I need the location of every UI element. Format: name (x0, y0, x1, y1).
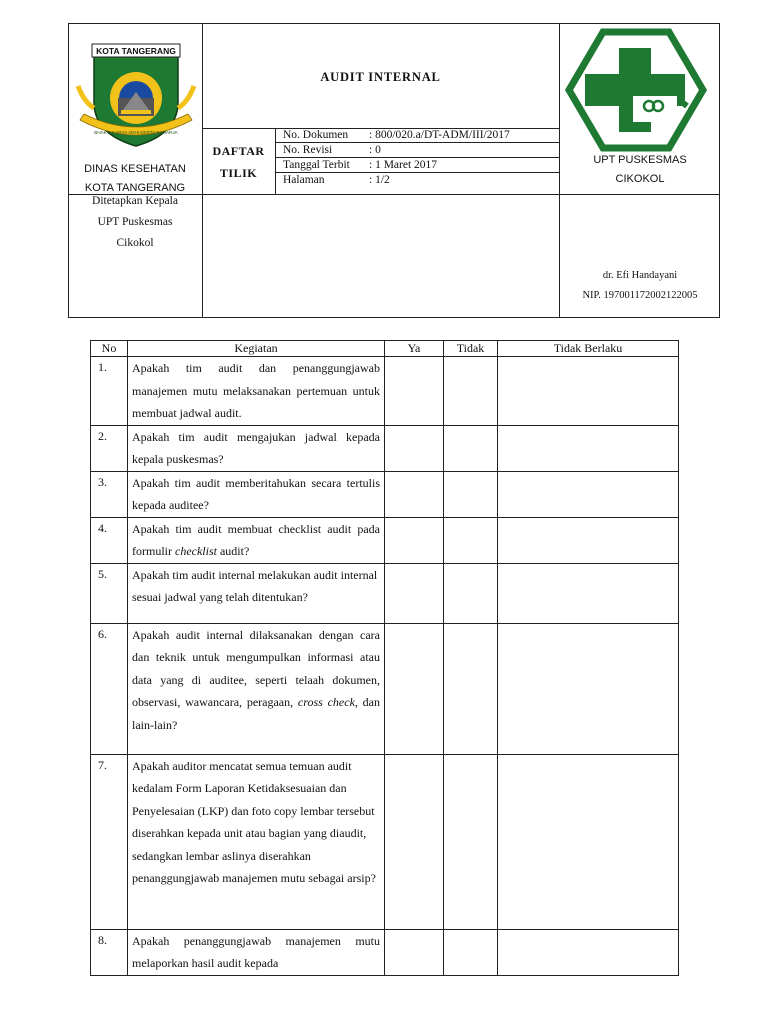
tidak-berlaku-checkbox-cell[interactable] (498, 929, 679, 975)
ya-checkbox-cell[interactable] (385, 471, 444, 517)
question-text: Apakah tim audit mengajukan jadwal kepada kepala puskesmas? (132, 429, 380, 466)
tidak-checkbox-cell[interactable] (444, 563, 498, 623)
meta-label: Tanggal Terbit (283, 159, 350, 171)
meta-value: : 800/020.a/DT-ADM/III/2017 (369, 129, 510, 141)
question-text-part: Apakah tim audit membuat checklist audit pada formulir (132, 521, 380, 558)
daftar-tilik-label (202, 140, 275, 184)
approval-line: UPT Puskesmas (97, 216, 173, 228)
question-text-part: audit? (216, 544, 250, 558)
daftar-line: TILIK (219, 166, 258, 180)
ya-checkbox-cell[interactable] (385, 623, 444, 754)
tidak-berlaku-checkbox-cell[interactable] (498, 623, 679, 754)
table-row (91, 357, 679, 426)
meta-label: No. Revisi (283, 144, 333, 156)
table-row (91, 425, 679, 471)
meta-label: Halaman (283, 174, 325, 186)
checklist-table (90, 340, 679, 976)
signer-name: dr. Efi Handayani (602, 270, 678, 281)
table-header-row (91, 341, 679, 357)
signature-block (560, 266, 720, 306)
tidak-berlaku-checkbox-cell[interactable] (498, 517, 679, 563)
ya-checkbox-cell[interactable] (385, 517, 444, 563)
ya-checkbox-cell[interactable] (385, 425, 444, 471)
document-title: AUDIT INTERNAL (320, 70, 441, 84)
row-number: 8. (91, 929, 128, 975)
tidak-checkbox-cell[interactable] (444, 623, 498, 754)
puskesmas-line: UPT PUSKESMAS (593, 154, 687, 166)
ya-checkbox-cell[interactable] (385, 357, 444, 426)
puskesmas-logo (563, 26, 709, 154)
question-text: Apakah tim audit dan penanggungjawab manajemen mutu melaksanakan pertemuan untuk membuat jadwal audit. (132, 361, 380, 420)
kota-tangerang-logo (74, 42, 198, 148)
tidak-checkbox-cell[interactable] (444, 425, 498, 471)
question-text: Apakah auditor mencatat semua temuan audit kedalam Form Laporan Ketidaksesuaian dan Penyelesaian (LKP) dan foto copy lembar tersebut diserahkan kepada unit atau bagian yang diaudit, sedangkan lembar aslinya diserahkan penanggungjawab manajemen mutu sebagai arsip? (132, 758, 376, 885)
org-line: DINAS KESEHATAN (84, 163, 186, 175)
row-number: 5. (91, 563, 128, 623)
tidak-berlaku-checkbox-cell[interactable] (498, 563, 679, 623)
approval-block (70, 191, 200, 254)
tidak-checkbox-cell[interactable] (444, 517, 498, 563)
tidak-berlaku-checkbox-cell[interactable] (498, 754, 679, 929)
meta-row (275, 143, 559, 158)
question-text (132, 518, 380, 563)
tidak-checkbox-cell[interactable] (444, 754, 498, 929)
row-number: 7. (91, 754, 128, 929)
question-text (132, 624, 380, 737)
column-header-ya: Ya (385, 341, 444, 357)
row-question (128, 929, 385, 975)
table-row (91, 929, 679, 975)
question-text-part: Apakah audit internal dilaksanakan dengan cara dan teknik untuk mengumpulkan informasi atau data yang di auditee, seperti telaah dokumen, observasi, wawancara, peragaan, (132, 627, 380, 709)
puskesmas-line: CIKOKOL (615, 173, 665, 185)
row-question (128, 623, 385, 754)
puskesmas-name (560, 151, 720, 189)
tidak-checkbox-cell[interactable] (444, 471, 498, 517)
question-text-part: , dan lain-lain? (132, 695, 381, 732)
meta-value: : 1 Maret 2017 (369, 159, 438, 171)
approval-line: Ditetapkan Kepala (92, 195, 178, 207)
meta-value: : 0 (369, 144, 381, 156)
row-number: 6. (91, 623, 128, 754)
column-header-tidak-berlaku: Tidak Berlaku (498, 341, 679, 357)
tidak-berlaku-checkbox-cell[interactable] (498, 357, 679, 426)
document-meta (275, 128, 559, 187)
row-number: 2. (91, 425, 128, 471)
tidak-berlaku-checkbox-cell[interactable] (498, 425, 679, 471)
meta-row (275, 173, 559, 187)
org-line: KOTA TANGERANG (84, 182, 186, 194)
meta-value: : 1/2 (369, 174, 390, 186)
table-row (91, 623, 679, 754)
approval-line: Cikokol (116, 237, 154, 249)
question-text: Apakah tim audit internal melakukan audit internal sesuai jadwal yang telah ditentukan? (132, 567, 378, 604)
row-number: 4. (91, 517, 128, 563)
row-question (128, 754, 385, 929)
table-row (91, 471, 679, 517)
signer-nip: NIP. 197001172002122005 (582, 290, 698, 301)
question-text-italic: cross check (297, 695, 355, 709)
meta-row (275, 158, 559, 173)
row-question (128, 471, 385, 517)
logo-banner-text: KOTA TANGERANG (96, 46, 176, 56)
row-question (128, 425, 385, 471)
tidak-checkbox-cell[interactable] (444, 929, 498, 975)
row-question (128, 517, 385, 563)
row-question (128, 563, 385, 623)
ya-checkbox-cell[interactable] (385, 754, 444, 929)
question-text: Apakah tim audit memberitahukan secara tertulis kepada auditee? (132, 475, 380, 512)
row-number: 1. (91, 357, 128, 426)
table-row (91, 754, 679, 929)
table-row (91, 563, 679, 623)
question-text-italic: checklist (175, 544, 217, 558)
row-question (128, 357, 385, 426)
question-text: Apakah penanggungjawab manajemen mutu melaporkan hasil audit kepada (132, 933, 380, 970)
ya-checkbox-cell[interactable] (385, 563, 444, 623)
logo-motto-text: BHAKTI KARYA ADHI KERTA RAHARJA (94, 130, 178, 135)
row-number: 3. (91, 471, 128, 517)
column-header-kegiatan: Kegiatan (128, 341, 385, 357)
tidak-berlaku-checkbox-cell[interactable] (498, 471, 679, 517)
ya-checkbox-cell[interactable] (385, 929, 444, 975)
meta-row (275, 128, 559, 143)
daftar-line: DAFTAR (212, 144, 265, 158)
tidak-checkbox-cell[interactable] (444, 357, 498, 426)
table-row (91, 517, 679, 563)
column-header-no: No (91, 341, 128, 357)
column-header-tidak: Tidak (444, 341, 498, 357)
meta-label: No. Dokumen (283, 129, 349, 141)
